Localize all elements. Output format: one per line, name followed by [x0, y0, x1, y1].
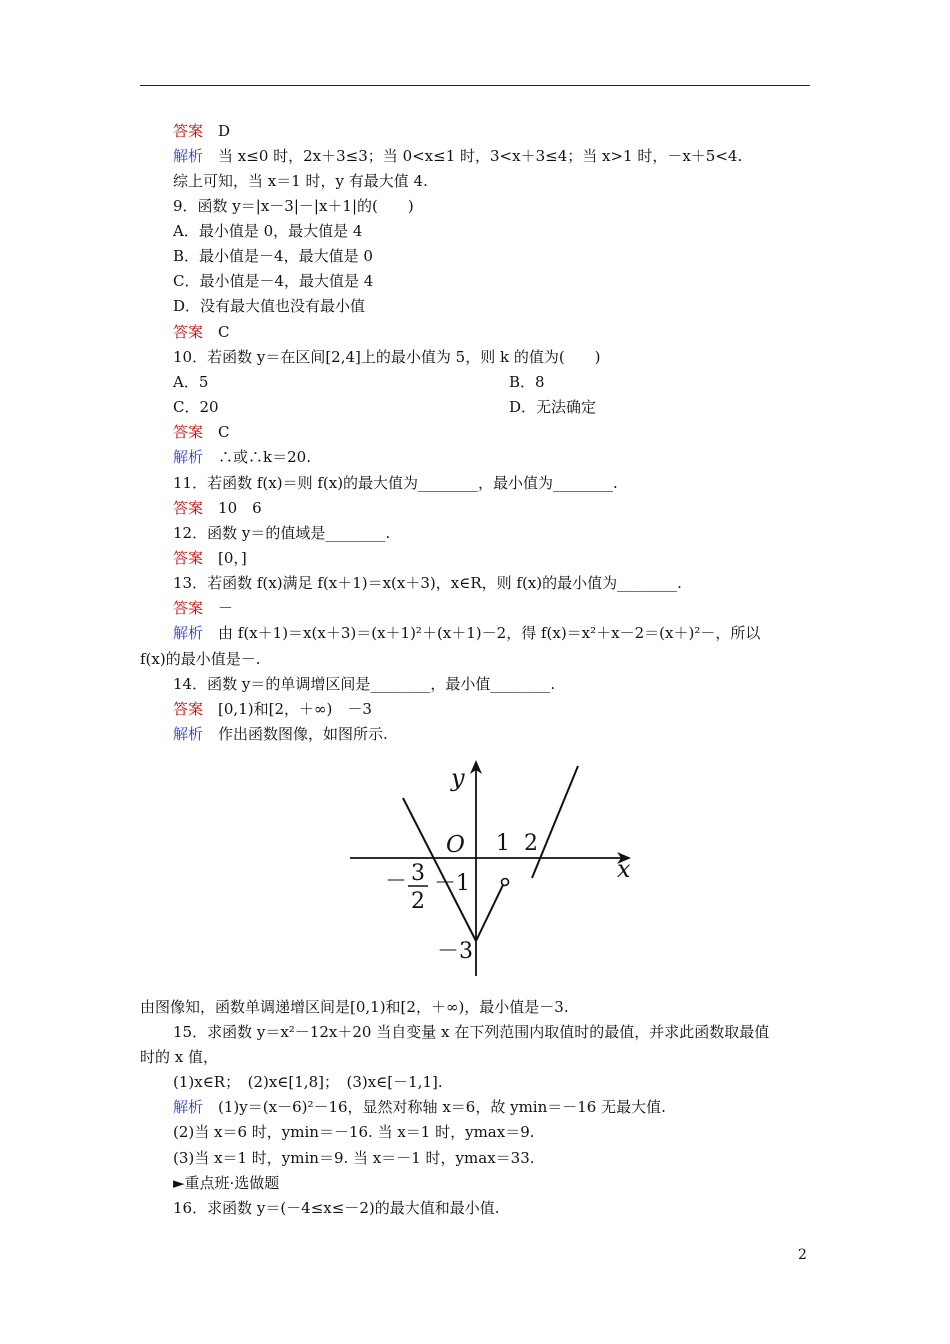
open-point — [502, 879, 509, 886]
analysis-line: 解析 当 x≤0 时，2x＋3≤3；当 0<x≤1 时，3<x＋3≤4；当 x>1 时，－x＋5<4. — [173, 147, 743, 165]
options-row-1: A．5 B．8 — [173, 373, 545, 391]
option-a: A．最小值是 0，最大值是 4 — [173, 222, 363, 240]
tick-label-minus3: －3 — [437, 939, 473, 964]
question-13: 13．若函数 f(x)满足 f(x＋1)＝x(x＋3)，x∈R，则 f(x)的最小值为________. — [173, 574, 682, 592]
answer-line: 答案 10 6 — [173, 499, 262, 517]
text-line: f(x)的最小值是－. — [140, 650, 261, 668]
neg-sign: － — [385, 869, 408, 894]
question-12: 12．函数 y＝的值域是________. — [173, 524, 391, 542]
question-15: 15．求函数 y＝x²－12x＋20 当自变量 x 在下列范围内取值时的最值，并求此函数取最值 — [173, 1023, 770, 1041]
graph-middle-branch — [476, 885, 503, 941]
text-line: 时的 x 值， — [140, 1048, 218, 1066]
analysis-line: 解析 ∴或∴k＝20. — [173, 448, 311, 466]
analysis-line: 解析 由 f(x＋1)＝x(x＋3)＝(x＋1)²＋(x＋1)－2，得 f(x)＝x²＋x－2＝(x＋)²－，所以 — [173, 624, 761, 642]
text-line: (2)当 x＝6 时，ymin＝－16. 当 x＝1 时，ymax＝9. — [173, 1123, 535, 1141]
neg-frac-den: 2 — [411, 889, 425, 914]
function-graph — [345, 758, 645, 983]
header-rule — [140, 85, 810, 86]
text-line: (3)当 x＝1 时，ymin＝9. 当 x＝－1 时，ymax＝33. — [173, 1149, 535, 1167]
section-heading: ►重点班·选做题 — [173, 1174, 280, 1192]
question-10: 10．若函数 y＝在区间[2,4]上的最小值为 5，则 k 的值为( ) — [173, 348, 601, 366]
answer-line: 答案 C — [173, 423, 230, 441]
origin-label: O — [446, 832, 465, 858]
page-number: 2 — [798, 1247, 807, 1263]
answer-line: 答案 D — [173, 122, 231, 140]
y-axis-label: y — [451, 764, 465, 792]
tick-label-minus1: －1 — [434, 871, 470, 896]
text-line: (1)x∈R； (2)x∈[1,8]； (3)x∈[－1,1]. — [173, 1073, 443, 1091]
graph-right-branch — [532, 766, 578, 878]
analysis-line: 解析 作出函数图像，如图所示. — [173, 725, 388, 743]
text-line: 综上可知，当 x＝1 时，y 有最大值 4. — [173, 172, 428, 190]
answer-line: 答案 － — [173, 599, 234, 617]
options-row-2: C．20 D．无法确定 — [173, 398, 597, 416]
option-b: B．最小值是－4，最大值是 0 — [173, 247, 373, 265]
question-16: 16．求函数 y＝(－4≤x≤－2)的最大值和最小值. — [173, 1199, 500, 1217]
option-d: D．没有最大值也没有最小值 — [173, 297, 366, 315]
answer-line: 答案 [0,1)和[2，＋∞) －3 — [173, 700, 372, 718]
answer-line: 答案 C — [173, 323, 230, 341]
question-14: 14．函数 y＝的单调增区间是________，最小值________. — [173, 675, 556, 693]
question-11: 11．若函数 f(x)＝则 f(x)的最大值为________，最小值为________. — [173, 474, 618, 492]
x-axis-label: x — [617, 855, 631, 883]
analysis-line: 解析 (1)y＝(x－6)²－16，显然对称轴 x＝6，故 ymin＝－16 无最大值. — [173, 1098, 666, 1116]
neg-frac-num: 3 — [411, 861, 425, 886]
option-c: C．最小值是－4，最大值是 4 — [173, 272, 374, 290]
text-line: 由图像知，函数单调递增区间是[0,1)和[2，＋∞)，最小值是－3. — [140, 998, 569, 1016]
answer-line: 答案 [0，] — [173, 549, 247, 567]
tick-label-1: 1 — [496, 831, 510, 856]
question-9: 9．函数 y＝|x－3|－|x＋1|的( ) — [173, 197, 414, 215]
tick-label-2: 2 — [524, 831, 538, 856]
